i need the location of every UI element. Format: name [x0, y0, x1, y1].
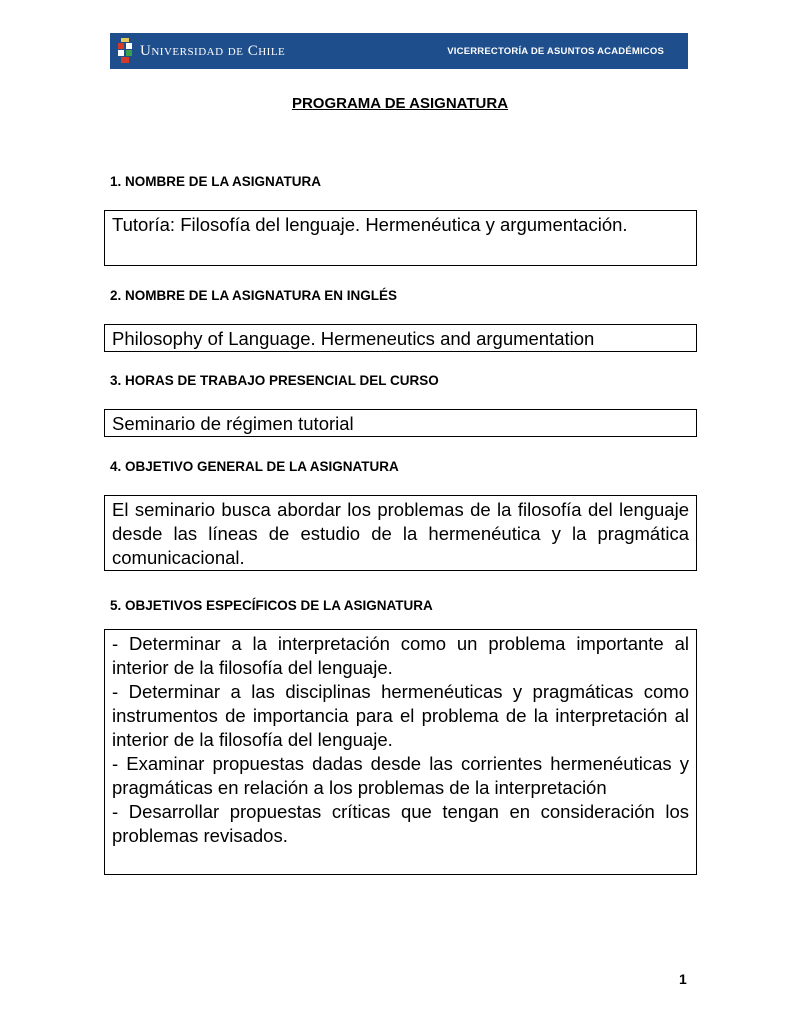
- document-title: PROGRAMA DE ASIGNATURA: [291, 95, 509, 112]
- university-emblem-icon: [116, 37, 134, 65]
- objective-item: - Examinar propuestas dadas desde las corrientes hermenéuticas y pragmáticas en relación a los problemas de la interpretación: [112, 753, 689, 798]
- header-banner: [110, 33, 688, 69]
- section-3-content: Seminario de régimen tutorial: [112, 413, 354, 434]
- objective-item: - Determinar a las disciplinas hermenéuticas y pragmáticas como instrumentos de importancia para el problema de la interpretación al interior de la filosofía del lenguaje.: [112, 681, 689, 750]
- section-2-box: [104, 324, 697, 352]
- university-brand: [116, 37, 285, 65]
- vicerrectoria-label: VICERRECTORÍA DE ASUNTOS ACADÉMICOS: [447, 45, 664, 57]
- section-1-heading: 1. NOMBRE DE LA ASIGNATURA: [110, 174, 322, 189]
- page-number: 1: [679, 971, 687, 987]
- objective-item: - Determinar a la interpretación como un problema importante al interior de la filosofía del lenguaje.: [112, 633, 689, 678]
- section-5-box: [104, 629, 697, 875]
- objective-item: - Desarrollar propuestas críticas que tengan en consideración los problemas revisados.: [112, 801, 689, 846]
- university-name: Universidad de Chile: [140, 42, 286, 59]
- section-4-heading: 4. OBJETIVO GENERAL DE LA ASIGNATURA: [110, 459, 399, 474]
- section-2-heading: 2. NOMBRE DE LA ASIGNATURA EN INGLÉS: [110, 288, 398, 303]
- section-3-box: [104, 409, 697, 437]
- section-5-heading: 5. OBJETIVOS ESPECÍFICOS DE LA ASIGNATURA: [110, 598, 433, 613]
- section-1-box: [104, 210, 697, 266]
- section-4-content: El seminario busca abordar los problemas de la filosofía del lenguaje desde las líneas de estudio de la hermenéutica y la pragmática comunicacional.: [112, 499, 689, 568]
- section-2-content: Philosophy of Language. Hermeneutics and argumentation: [112, 328, 595, 349]
- section-4-box: [104, 495, 697, 571]
- section-3-heading: 3. HORAS DE TRABAJO PRESENCIAL DEL CURSO: [110, 373, 439, 388]
- section-1-content: Tutoría: Filosofía del lenguaje. Hermenéutica y argumentación.: [112, 214, 628, 235]
